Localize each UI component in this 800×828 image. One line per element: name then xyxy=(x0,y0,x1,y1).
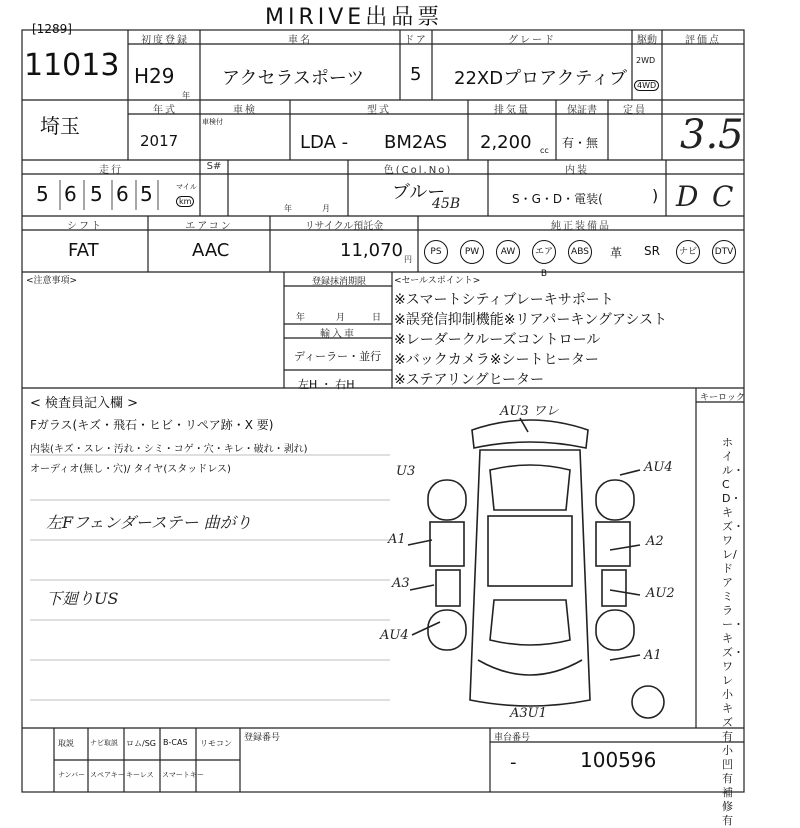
equip-dtv: DTV xyxy=(712,240,736,264)
hdr-mileage: 走行 xyxy=(99,165,123,176)
mark-r2: AU2 xyxy=(646,586,675,601)
form-title: MIRIVE出品票 xyxy=(265,5,444,30)
chassis-dash: - xyxy=(510,752,517,773)
handwritten-note-1: 左Fフェンダーステー 曲がり xyxy=(46,513,252,532)
color: ブルー xyxy=(392,182,446,203)
doors: 5 xyxy=(410,64,422,85)
color-no: 45B xyxy=(432,196,461,212)
chassis-label: 車台番号 xyxy=(494,733,531,743)
car-damage-diagram xyxy=(408,418,664,718)
year-label-2: 年 xyxy=(284,204,292,213)
hdr-car-name: 車名 xyxy=(288,35,312,46)
sales-point-5: ※ステアリングヒーター xyxy=(394,372,545,388)
mileage-digit-3: 5 xyxy=(90,182,103,206)
reg-expiry-year: 年 xyxy=(296,313,306,323)
hdr-doors: ドア xyxy=(404,35,428,46)
hdr-equipment: 純正装備品 xyxy=(551,221,611,232)
mark-top: AU3 ワレ xyxy=(500,404,559,419)
recycle-unit: 円 xyxy=(404,255,412,264)
mark-l1: A1 xyxy=(388,532,406,547)
recycle-amount: 11,070 xyxy=(340,240,403,261)
sales-point-4: ※バックカメラ※シートヒーター xyxy=(394,352,599,368)
mark-l2: A3 xyxy=(392,576,410,591)
drive-4wd: 4WD xyxy=(634,80,659,91)
exterior-eval: C xyxy=(712,180,734,213)
import-handle: 左H ・ 右H xyxy=(298,378,355,391)
notes-header: <注意事項> xyxy=(26,276,78,286)
grade: 22XDプロアクティブ xyxy=(454,68,628,89)
hdr-shift: シフト xyxy=(67,221,103,232)
mark-bottom: A3U1 xyxy=(510,706,547,721)
sales-point-header: <セールスポイント> xyxy=(394,276,481,286)
aircon: AAC xyxy=(192,240,230,261)
prefecture: 埼玉 xyxy=(40,114,80,138)
item-keyless: キーレス xyxy=(126,771,154,779)
reg-expiry-header: 登録抹消期限 xyxy=(311,277,366,287)
mark-r1: A2 xyxy=(646,534,664,549)
mileage-unit-mile: マイル xyxy=(176,183,197,191)
item-plate: ナンバー xyxy=(58,771,86,779)
equip-navi: ナビ xyxy=(676,240,700,264)
lot-number: 11013 xyxy=(24,48,120,83)
hdr-drive: 駆動 xyxy=(637,35,657,46)
car-name: アクセラスポーツ xyxy=(222,68,365,89)
import-header: 輸入車 xyxy=(320,329,356,340)
interior-eval: D xyxy=(676,180,699,213)
hdr-warranty: 保証書 xyxy=(567,105,597,116)
key-lock-label: キーロック xyxy=(700,393,745,403)
equip-airbag: エアB xyxy=(532,240,556,264)
item-bcas: B-CAS xyxy=(163,738,188,747)
type-code: BM2AS xyxy=(384,132,448,153)
inspection-no-label: 登録番号 xyxy=(244,733,281,743)
mileage-digit-5: 5 xyxy=(140,182,153,206)
mileage-digit-2: 6 xyxy=(64,182,77,206)
inspector-header: < 検査員記入欄 > xyxy=(30,396,139,411)
equip-sr: SR xyxy=(644,244,660,258)
chassis-number: 100596 xyxy=(580,748,657,772)
item-remote: リモコン xyxy=(200,739,232,748)
score: 3.5 xyxy=(680,112,744,158)
hdr-type: 型式 xyxy=(367,105,391,116)
month-label: 月 xyxy=(322,204,330,213)
sales-point-3: ※レーダークルーズコントロール xyxy=(394,332,601,348)
hdr-displacement: 排気量 xyxy=(494,105,530,116)
type-prefix: LDA - xyxy=(300,132,349,153)
displacement: 2,200 xyxy=(480,132,532,153)
hdr-aircon: エアコン xyxy=(185,221,233,232)
equip-ps: PS xyxy=(424,240,448,264)
import-dealer: ディーラー・並行 xyxy=(294,350,382,363)
model-year: 2017 xyxy=(140,132,179,150)
mark-tr: AU4 xyxy=(644,460,673,475)
hdr-model-year: 年式 xyxy=(153,105,177,116)
lot-small: [1289] xyxy=(32,22,72,36)
mileage-unit-km: km xyxy=(176,196,194,207)
mark-r3: A1 xyxy=(644,648,662,663)
era-year: H29 xyxy=(134,64,175,88)
reg-expiry-day: 日 xyxy=(372,313,382,323)
mark-l3: AU4 xyxy=(380,628,409,643)
warranty: 有・無 xyxy=(562,136,599,150)
item-rom: ロム/SG xyxy=(126,739,156,748)
mark-tl: U3 xyxy=(396,464,416,479)
year-label-1: 年 xyxy=(182,91,190,100)
audio-note: オーディオ(無し・穴)/ タイヤ(スタッドレス) xyxy=(30,464,231,475)
sales-point-1: ※スマートシティブレーキサポート xyxy=(394,292,614,308)
hdr-recycle: リサイクル預託金 xyxy=(304,221,384,232)
hdr-inspection: 車検 xyxy=(233,105,257,116)
hdr-grade: グレード xyxy=(508,35,556,46)
item-navi-manual: ナビ取説 xyxy=(90,739,118,747)
hdr-color: 色(Col.No) xyxy=(383,165,453,176)
sales-point-2: ※誤発信抑制機能※リアパーキングアシスト xyxy=(394,312,667,328)
hdr-interior: 内装 xyxy=(565,165,589,176)
interior-grade: S・G・D・電装( xyxy=(512,192,603,206)
handwritten-note-2: 下廻りUS xyxy=(46,589,119,608)
equip-pw: PW xyxy=(460,240,484,264)
item-manual: 取説 xyxy=(58,739,74,748)
interior-paren: ) xyxy=(652,186,659,205)
inspection-note: 車検付 xyxy=(202,118,223,126)
equip-aw: AW xyxy=(496,240,520,264)
mileage-digit-4: 6 xyxy=(116,182,129,206)
interior-note: 内装(キズ・スレ・汚れ・シミ・コゲ・穴・キレ・破れ・剥れ) xyxy=(30,444,308,455)
drive-2wd: 2WD xyxy=(636,56,656,65)
item-smart-key: スマートキー xyxy=(162,771,204,779)
item-spare-key: スペアキー xyxy=(90,771,125,779)
side-legend: ホイル・CD・キズ・ワレ/ドアミラー・キズ・ワレ 小キズ有 小凹有 補修有 xyxy=(722,436,744,827)
reg-expiry-month: 月 xyxy=(336,313,346,323)
shift: FAT xyxy=(68,240,99,261)
hdr-capacity: 定員 xyxy=(623,105,647,116)
equip-abs: ABS xyxy=(568,240,592,264)
glass-note: Fガラス(キズ・飛石・ヒビ・リペア跡・X 要) xyxy=(30,418,274,432)
equip-leather: 革 xyxy=(610,246,623,260)
hdr-first-reg: 初度登録 xyxy=(141,35,189,46)
cc-label: cc xyxy=(540,146,549,155)
hdr-s-no: S# xyxy=(206,161,222,172)
mileage-digit-1: 5 xyxy=(36,182,49,206)
hdr-eval: 評価点 xyxy=(685,35,721,46)
